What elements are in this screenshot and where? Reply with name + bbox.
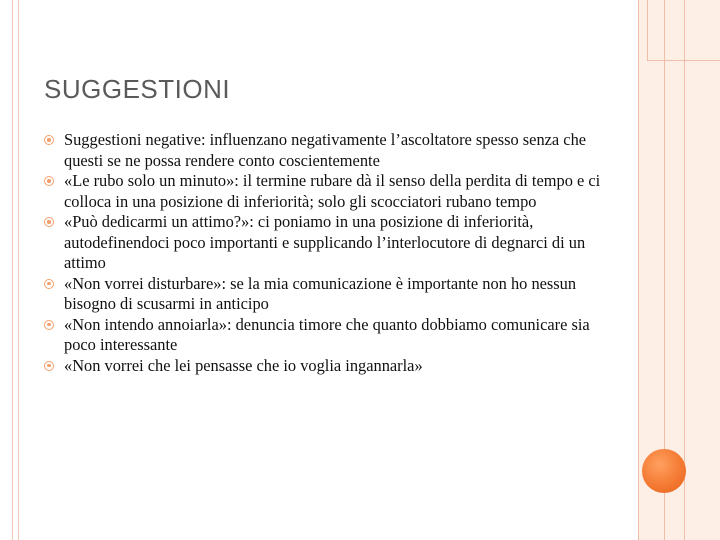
left-frame-stripe [12,0,13,540]
bullet-item [44,212,619,274]
circle-bullet-icon [44,176,54,186]
bullet-item [44,130,619,171]
bullet-list [44,130,619,376]
orange-circle-icon [642,449,686,493]
bullet-text: «Non vorrei che lei pensasse che io voglia ingannarla» [64,355,423,375]
circle-bullet-icon [44,135,54,145]
right-frame-stripe [684,0,685,540]
circle-bullet-icon [44,279,54,289]
bullet-text: Suggestioni negative: influenzano negativamente l’ascoltatore spesso senza che questi se ne possa rendere conto coscientemente [64,130,587,170]
circle-bullet-icon [44,361,54,371]
circle-bullet-icon [44,217,54,227]
bullet-text: «Può dedicarmi un attimo?»: ci poniamo in una posizione di inferiorità, autodefinendoci poco importanti e supplicando l’interlocutore di degnarci di un attimo [64,212,586,272]
bullet-item [44,315,619,356]
bullet-text: «Le rubo solo un minuto»: il termine rubare dà il senso della perdita di tempo e ci colloca in una posizione di inferiorità; solo gli scocciatori rubano tempo [64,171,601,211]
circle-bullet-icon [44,320,54,330]
bullet-text: «Non intendo annoiarla»: denuncia timore che quanto dobbiamo comunicare sia poco interessante [64,314,590,354]
slide-title: SUGGESTIONI [44,74,231,104]
left-frame-border [0,0,19,540]
bullet-item [44,274,619,315]
bullet-item [44,356,619,377]
bullet-item [44,171,619,212]
bullet-text: «Non vorrei disturbare»: se la mia comunicazione è importante non ho nessun bisogno di scusarmi in anticipo [64,273,577,313]
